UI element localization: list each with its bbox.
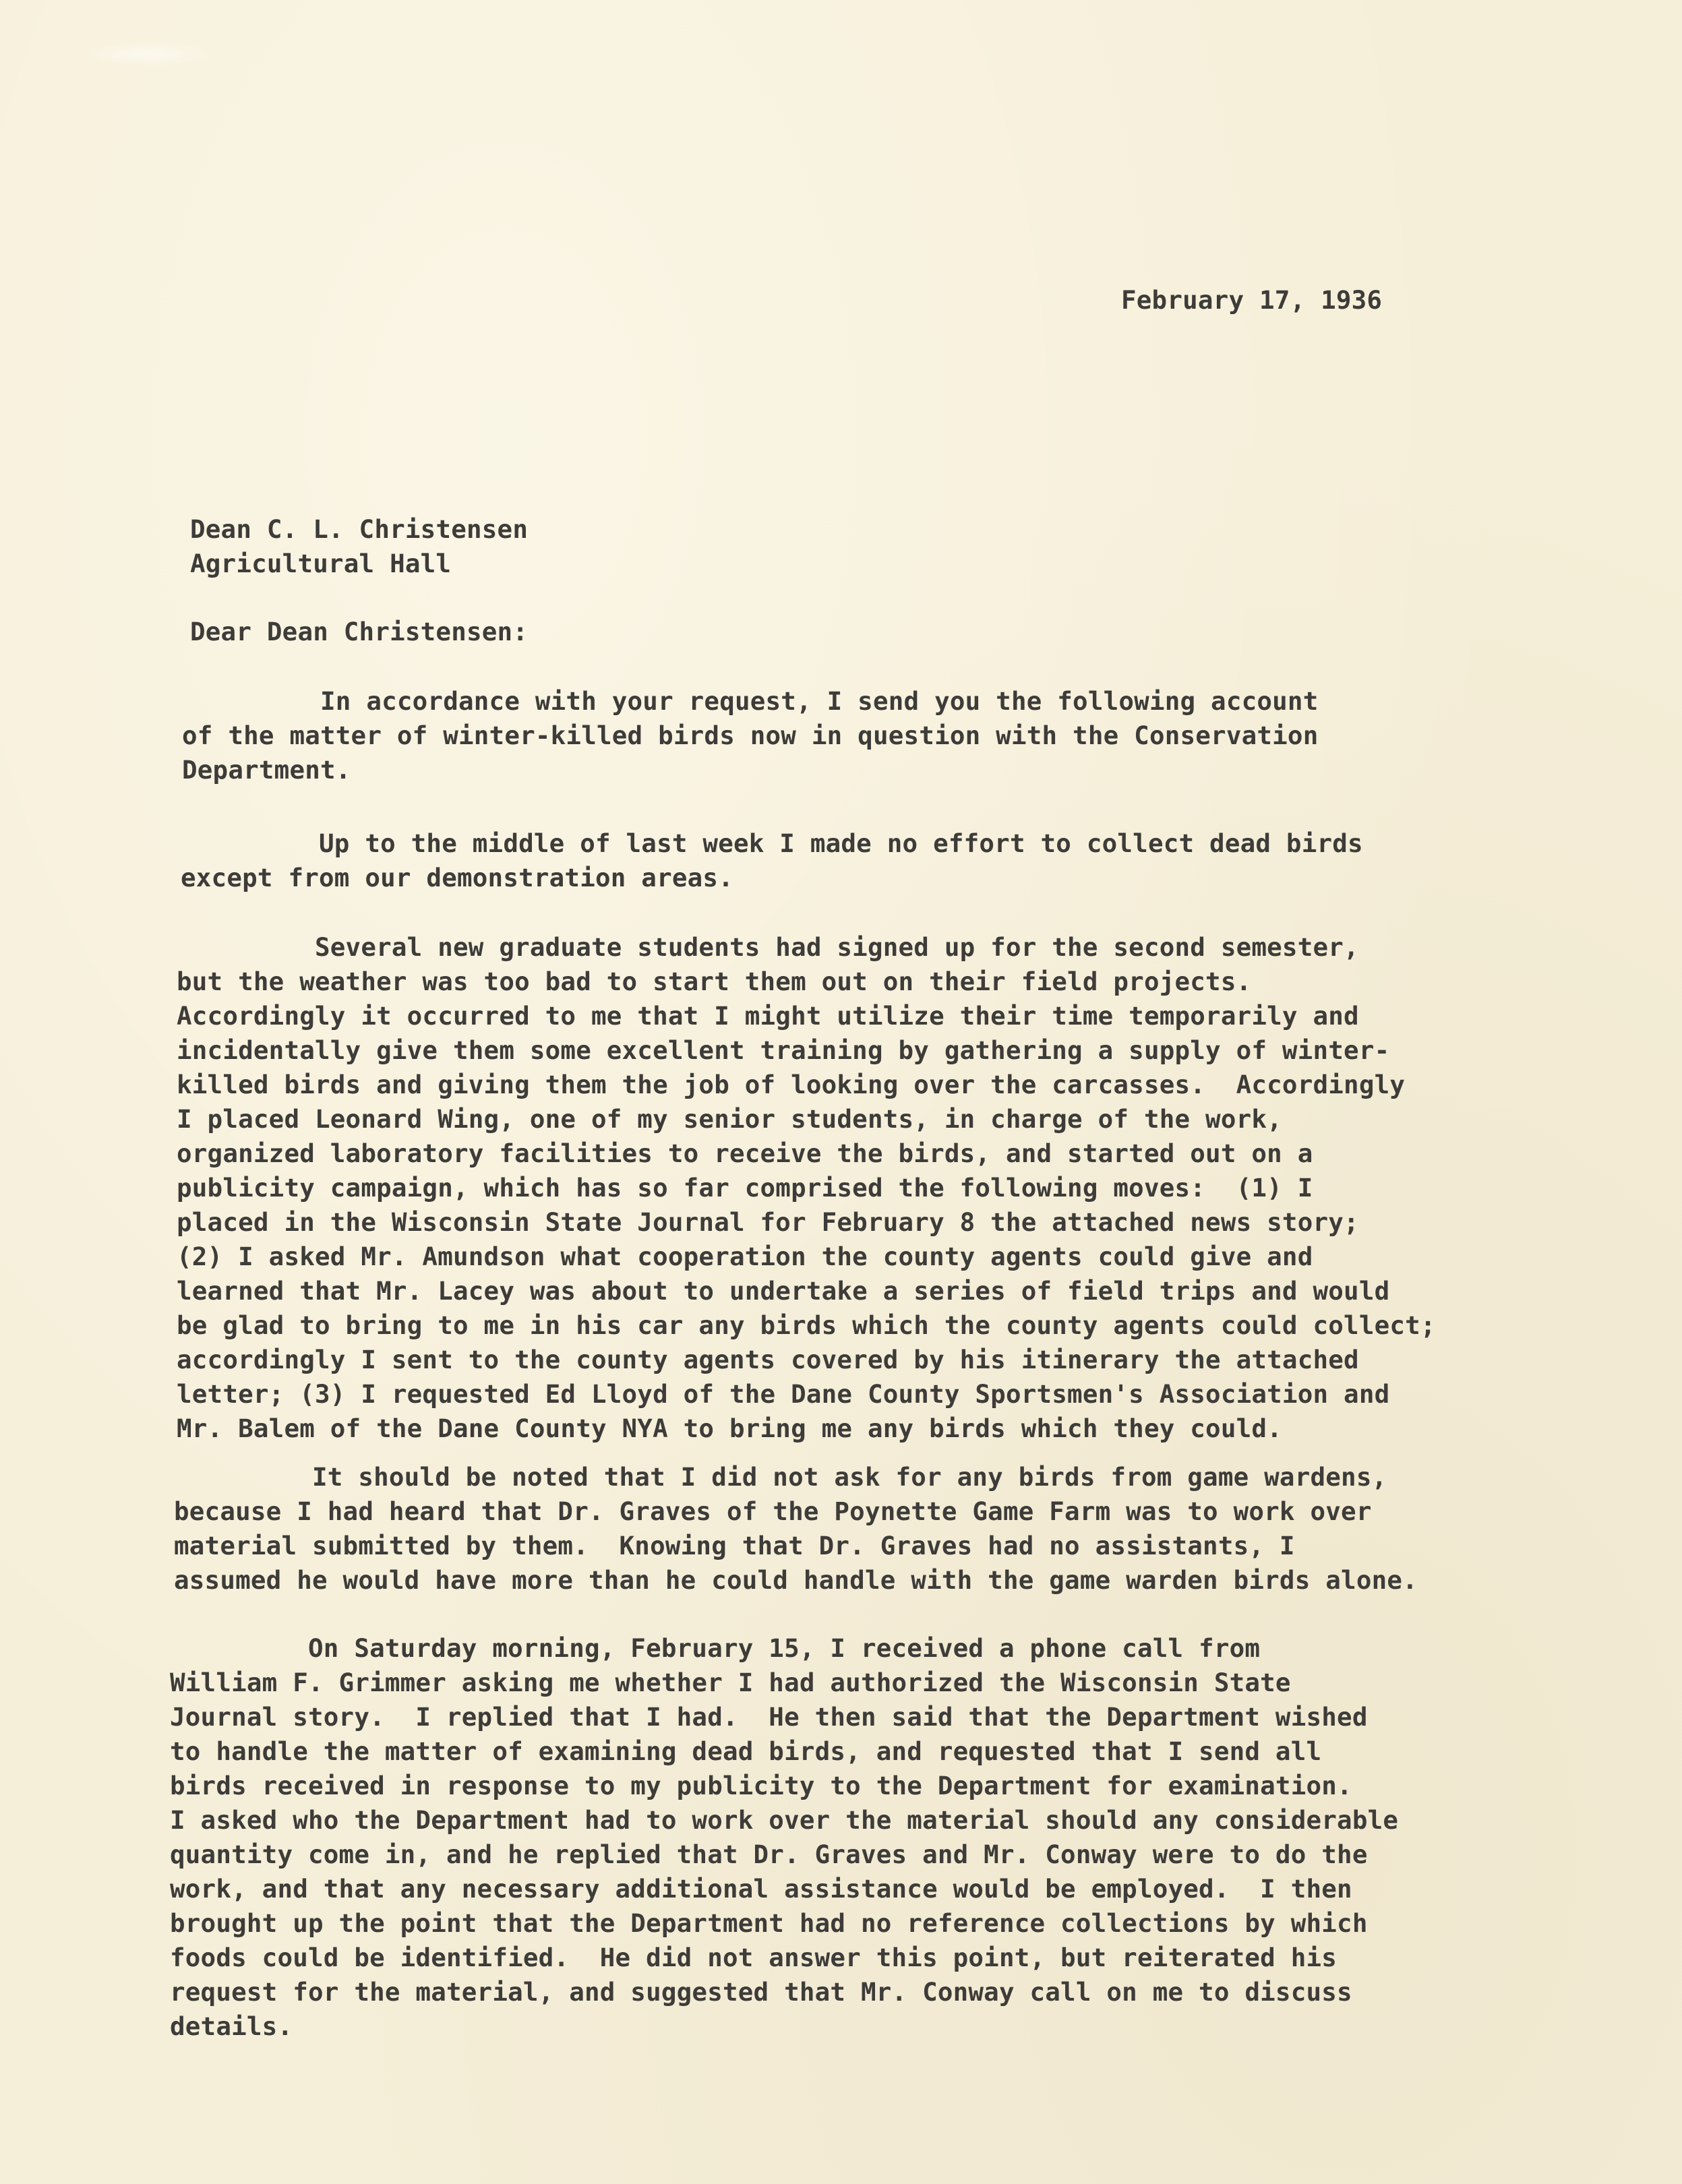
- text-line: It should be noted that I did not ask for any birds from game wardens,: [174, 1462, 1387, 1492]
- text-line: of the matter of winter-killed birds now in question with the Conservation: [182, 721, 1319, 750]
- text-line: William F. Grimmer asking me whether I had authorized the Wisconsin State: [170, 1668, 1291, 1697]
- paragraph-graduate-students: [177, 930, 1606, 1446]
- paragraph-phone-call: [170, 1631, 1599, 2044]
- text-line: to handle the matter of examining dead birds, and requested that I send all: [170, 1736, 1322, 1766]
- text-line: letter; (3) I requested Ed Lloyd of the Dane County Sportsmen's Association and: [177, 1379, 1390, 1409]
- text-line: quantity come in, and he replied that Dr. Graves and Mr. Conway were to do the: [170, 1840, 1368, 1869]
- paper-smudge: [81, 40, 216, 67]
- text-line: publicity campaign, which has so far comprised the following moves: (1) I: [177, 1173, 1313, 1203]
- text-line: material submitted by them. Knowing that Dr. Graves had no assistants, I: [174, 1531, 1295, 1560]
- paragraph-no-effort: [181, 826, 1610, 895]
- text-line: killed birds and giving them the job of looking over the carcasses. Accordingly: [177, 1070, 1406, 1099]
- letter-date: February 17, 1936: [1121, 285, 1383, 315]
- text-line: learned that Mr. Lacey was about to undertake a series of field trips and would: [177, 1276, 1390, 1306]
- text-line: Mr. Balem of the Dane County NYA to bring me any birds which they could.: [177, 1414, 1282, 1443]
- text-line: On Saturday morning, February 15, I received a phone call from: [170, 1633, 1261, 1663]
- text-line: organized laboratory facilities to receive the birds, and started out on a: [177, 1139, 1313, 1168]
- text-line: Several new graduate students had signed up for the second semester,: [177, 932, 1359, 962]
- text-line: I placed Leonard Wing, one of my senior students, in charge of the work,: [177, 1104, 1282, 1134]
- recipient-name: Dean C. L. Christensen: [190, 514, 529, 544]
- text-line: accordingly I sent to the county agents covered by his itinerary the attached: [177, 1345, 1359, 1374]
- text-line: but the weather was too bad to start them out on their field projects.: [177, 967, 1252, 996]
- text-line: foods could be identified. He did not answer this point, but reiterated his: [170, 1943, 1338, 1972]
- text-line: In accordance with your request, I send you the following account: [182, 686, 1319, 716]
- text-line: I asked who the Department had to work over the material should any considerable: [170, 1805, 1399, 1835]
- text-line: (2) I asked Mr. Amundson what cooperation the county agents could give and: [177, 1242, 1313, 1271]
- text-line: request for the material, and suggested that Mr. Conway call on me to discuss: [170, 1977, 1352, 2007]
- text-line: except from our demonstration areas.: [181, 863, 733, 892]
- text-line: brought up the point that the Department had no reference collections by which: [170, 1908, 1368, 1938]
- text-line: assumed he would have more than he could handle with the game warden birds alone.: [174, 1565, 1418, 1595]
- paragraph-request: [182, 684, 1611, 787]
- text-line: Department.: [182, 755, 351, 785]
- text-line: placed in the Wisconsin State Journal for February 8 the attached news story;: [177, 1207, 1359, 1237]
- text-line: work, and that any necessary additional assistance would be employed. I then: [170, 1874, 1352, 1904]
- paragraph-game-wardens: [174, 1460, 1603, 1598]
- text-line: incidentally give them some excellent training by gathering a supply of winter-: [177, 1035, 1390, 1065]
- text-line: birds received in response to my publicity to the Department for examination.: [170, 1771, 1352, 1800]
- text-line: Journal story. I replied that I had. He then said that the Department wished: [170, 1702, 1368, 1732]
- text-line: be glad to bring to me in his car any birds which the county agents could collect;: [177, 1310, 1436, 1340]
- text-line: Up to the middle of last week I made no effort to collect dead birds: [181, 828, 1363, 858]
- salutation: Dear Dean Christensen:: [190, 617, 529, 646]
- text-line: because I had heard that Dr. Graves of the Poynette Game Farm was to work over: [174, 1496, 1372, 1526]
- text-line: Accordingly it occurred to me that I might utilize their time temporarily and: [177, 1001, 1359, 1031]
- text-line: details.: [170, 2011, 293, 2041]
- recipient-address: Agricultural Hall: [190, 549, 452, 578]
